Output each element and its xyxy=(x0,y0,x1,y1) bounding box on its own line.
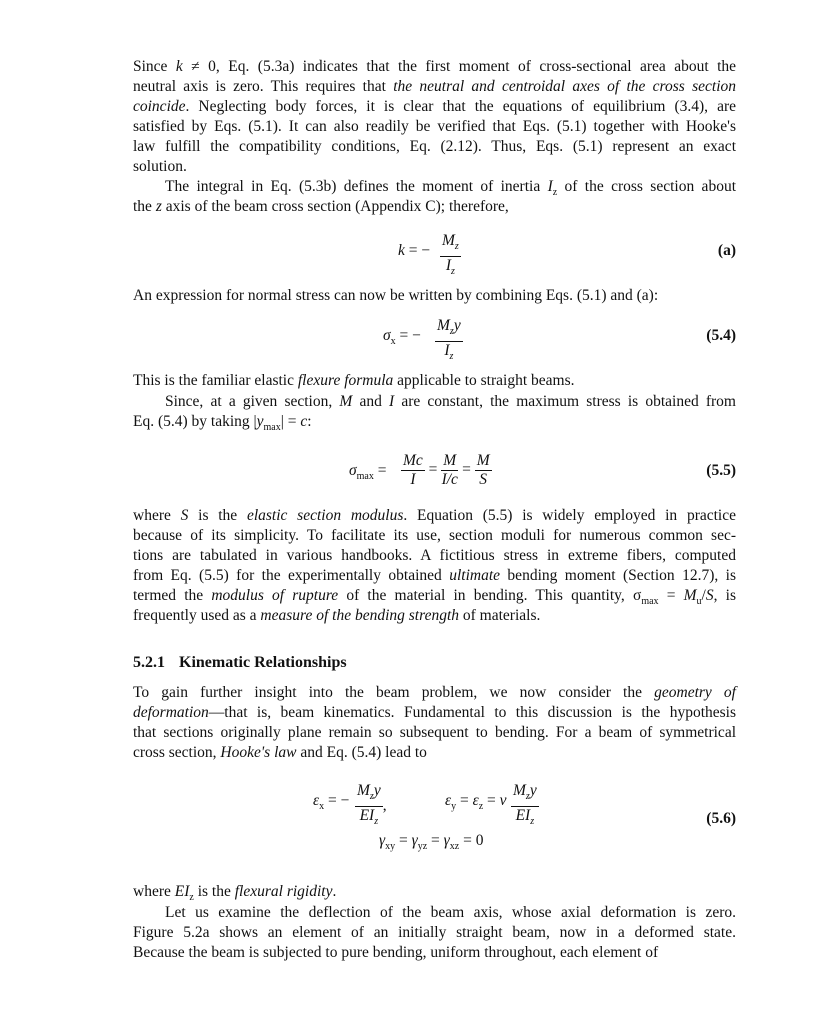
text-run: satisfied by Eqs. (5.1). It can also readily be verified that Eqs. (5.1) together with Hooke's xyxy=(133,118,736,135)
italic-text: ultimate xyxy=(449,567,501,584)
sigma: σ xyxy=(349,462,357,479)
section-title: Kinematic Relationships xyxy=(179,654,347,671)
text-line xyxy=(133,882,736,902)
text-run: where xyxy=(133,883,175,900)
paragraph xyxy=(133,177,736,217)
equation-5-4 xyxy=(133,315,736,375)
italic-text: flexural rigidity xyxy=(234,883,333,900)
text-run: Since, at a given section, xyxy=(165,393,340,410)
paragraph xyxy=(133,882,736,902)
den: EI xyxy=(359,807,375,825)
italic-text: k xyxy=(175,58,183,75)
text-run: of the material in bending. This quantity, σ xyxy=(338,587,642,604)
italic-text: M xyxy=(339,393,353,410)
text-run: ≠ 0, Eq. (5.3a) indicates that the first moment of cross-sectional area about the xyxy=(182,58,737,75)
text-line xyxy=(133,177,736,197)
italic-text: coincide xyxy=(133,98,186,115)
sub: x xyxy=(319,801,325,813)
text-run: Since xyxy=(133,58,176,75)
equation-number: (a) xyxy=(717,242,736,259)
text-run: / xyxy=(701,587,706,604)
text-run: axis of the beam cross section (Appendix C); therefore, xyxy=(161,198,509,215)
num: Mc xyxy=(403,452,423,469)
text-line xyxy=(133,97,736,117)
section-number: 5.2.1 xyxy=(133,654,165,671)
text-run: , is xyxy=(713,587,736,604)
text-line xyxy=(133,57,736,77)
epsilon: ε xyxy=(313,792,320,809)
text-run: tions are tabulated in various handbooks. A fictitious stress in extreme fibers, computed xyxy=(133,547,736,564)
text-run: An expression for normal stress can now be written by combining Eqs. (5.1) and (a): xyxy=(133,287,659,304)
num: M xyxy=(476,452,490,469)
gamma: γ xyxy=(443,832,450,849)
sub: xy xyxy=(385,841,396,853)
den: I xyxy=(444,342,450,360)
text-run: Let us examine the deflection of the beam axis, whose axial deformation is zero. xyxy=(165,904,736,921)
paragraph xyxy=(133,57,736,177)
text-run: is the xyxy=(193,883,235,900)
text-line xyxy=(133,392,736,412)
sub: z xyxy=(525,791,530,803)
text-run: are constant, the maximum stress is obtained from xyxy=(394,393,736,410)
eq-a-denominator: I xyxy=(445,257,452,275)
text-line xyxy=(133,723,736,743)
num: M xyxy=(437,317,450,334)
text-run: . Equation (5.5) is widely employed in practice xyxy=(403,507,736,524)
sub: z xyxy=(374,816,379,828)
text-line xyxy=(133,137,736,157)
text-run: and Eq. (5.4) lead to xyxy=(296,744,427,761)
text-line xyxy=(133,412,736,432)
text-run: —that is, beam kinematics. Fundamental to this discussion is the hypothesis xyxy=(208,704,736,721)
gamma: γ xyxy=(379,832,386,849)
sub: z xyxy=(478,801,484,813)
italic-text: Hooke's law xyxy=(220,744,297,761)
sub: xz xyxy=(449,841,460,853)
text-line xyxy=(133,157,736,177)
subscript: z xyxy=(552,187,558,199)
epsilon: ε xyxy=(472,792,479,809)
italic-text: I xyxy=(547,178,553,195)
italic-text: measure of the bending strength xyxy=(260,607,460,624)
italic-text: the neutral and centroidal axes of the cross section xyxy=(393,78,736,95)
den: S xyxy=(479,471,488,488)
text-run: . Neglecting body forces, it is clear that the equations of equilibrium (3.4), are xyxy=(185,98,736,115)
text-line xyxy=(133,683,736,703)
text-line xyxy=(133,943,736,963)
num: M xyxy=(357,782,370,799)
text-line xyxy=(133,77,736,97)
sub: yz xyxy=(417,841,428,853)
italic-text: I xyxy=(389,393,395,410)
sub: z xyxy=(449,351,454,363)
text-run: Figure 5.2a shows an element of an initially straight beam, now in a deformed state. xyxy=(133,924,736,941)
sub: max xyxy=(356,471,374,483)
text-run: where xyxy=(133,507,181,524)
text-line xyxy=(133,743,736,763)
equation-number: (5.4) xyxy=(706,327,736,344)
num: M xyxy=(443,452,457,469)
text-run: termed the xyxy=(133,587,212,604)
text-run: bending moment (Section 12.7), is xyxy=(500,567,737,584)
paragraph xyxy=(133,683,736,763)
text-run: is the xyxy=(188,507,247,524)
italic-text: S xyxy=(705,587,714,604)
sub: z xyxy=(449,326,454,338)
zero: 0 xyxy=(475,832,484,849)
text-line xyxy=(133,903,736,923)
text-run: law fulfill the compatibility conditions, Eq. (2.12). Thus, Eqs. (5.1) represent an exact xyxy=(133,138,736,155)
italic-text: S xyxy=(180,507,189,524)
epsilon: ε xyxy=(445,792,452,809)
section-heading xyxy=(133,654,361,672)
text-run: because of its simplicity. To facilitate its use, section moduli for numerous common sec- xyxy=(133,527,736,544)
equals: = − xyxy=(395,327,421,344)
paragraph xyxy=(133,903,736,963)
text-run: . xyxy=(332,883,337,900)
equation-5-5: $\sigma_{max}$ = $\frac{Mc}{I}$ = $\frac{M}{I/c}$ = $\frac{M}{S}$ (5.5) xyxy=(349,452,736,488)
den: EI xyxy=(515,807,531,825)
text-run: : xyxy=(307,413,312,430)
num: M xyxy=(513,782,526,799)
sub: z xyxy=(369,791,374,803)
text-run: cross section, xyxy=(133,744,221,761)
nu: ν xyxy=(499,792,507,809)
text-run: of the cross section about xyxy=(557,178,736,195)
subscript: z xyxy=(189,892,194,904)
den: I/c xyxy=(441,471,458,488)
text-line xyxy=(133,197,736,217)
text-run: from Eq. (5.5) for the experimentally obtained xyxy=(133,567,450,584)
gamma: γ xyxy=(411,832,418,849)
italic-text: y xyxy=(256,413,264,430)
eq-a-numerator: M xyxy=(442,232,455,249)
text-line xyxy=(133,923,736,943)
text-run: frequently used as a xyxy=(133,607,261,624)
num-tail: y xyxy=(453,317,461,334)
equation-a: k = − $\frac{M_z}{I_z}$ (a) xyxy=(398,232,736,278)
text-line xyxy=(133,586,736,606)
text-line xyxy=(133,606,736,626)
italic-text: deformation xyxy=(133,704,209,721)
text-run: and xyxy=(352,393,390,410)
num-tail: y xyxy=(529,782,537,799)
text-line xyxy=(133,546,736,566)
italic-text: modulus of rupture xyxy=(211,587,339,604)
italic-text: c xyxy=(300,413,308,430)
text-run: To gain further insight into the beam problem, we now consider the xyxy=(133,684,655,701)
italic-text: EI xyxy=(174,883,190,900)
text-run: neutral axis is zero. This requires that xyxy=(133,78,394,95)
italic-text: geometry of xyxy=(654,684,736,701)
equation-number: (5.6) xyxy=(706,810,736,827)
text-run: the xyxy=(133,198,156,215)
text-line xyxy=(133,117,736,137)
paragraph xyxy=(133,392,736,432)
subscript: max xyxy=(263,422,281,434)
text-run: Because the beam is subjected to pure bending, uniform throughout, each element of xyxy=(133,944,659,961)
text-run: The integral in Eq. (5.3b) defines the moment of inertia xyxy=(165,178,548,195)
italic-text: elastic section modulus xyxy=(246,507,404,524)
text-run: Eq. (5.4) by taking | xyxy=(133,413,257,430)
text-run: | = xyxy=(280,413,301,430)
subscript: u xyxy=(696,596,702,608)
subscript: max xyxy=(641,596,659,608)
italic-text: flexure formula xyxy=(297,372,394,389)
equation-number: (5.5) xyxy=(706,462,736,479)
text-line xyxy=(133,703,736,723)
sub: z xyxy=(530,816,535,828)
paragraph xyxy=(133,506,736,626)
den: I xyxy=(410,471,416,488)
text-line xyxy=(133,526,736,546)
text-run: of materials. xyxy=(459,607,541,624)
text-run: applicable to straight beams. xyxy=(393,372,575,389)
sub: x xyxy=(390,336,396,348)
text-run: This is the familiar elastic xyxy=(133,372,298,389)
text-run: that sections originally plane remain so subsequent to bending. For a beam of symmetrical xyxy=(133,724,736,741)
sub: y xyxy=(451,801,457,813)
text-run: = xyxy=(658,587,684,604)
sub: z xyxy=(451,266,455,278)
text-line xyxy=(133,566,736,586)
sigma: σ xyxy=(383,327,391,344)
italic-text: M xyxy=(683,587,697,604)
italic-text: z xyxy=(155,198,162,215)
text-run: solution. xyxy=(133,158,187,175)
num-tail: y xyxy=(373,782,381,799)
sub: z xyxy=(454,241,459,253)
equation-5-6: $\varepsilon_x$ = − $\frac{M_zy}{EI_z}$ , $\varepsilon_y = \varepsilon_z = \nu$ $\frac{M_zy}{EI_z}$ $\gamma_{xy} = \gamma_{yz} = \gamma_{xz} = 0$ (5.6) xyxy=(313,782,736,853)
